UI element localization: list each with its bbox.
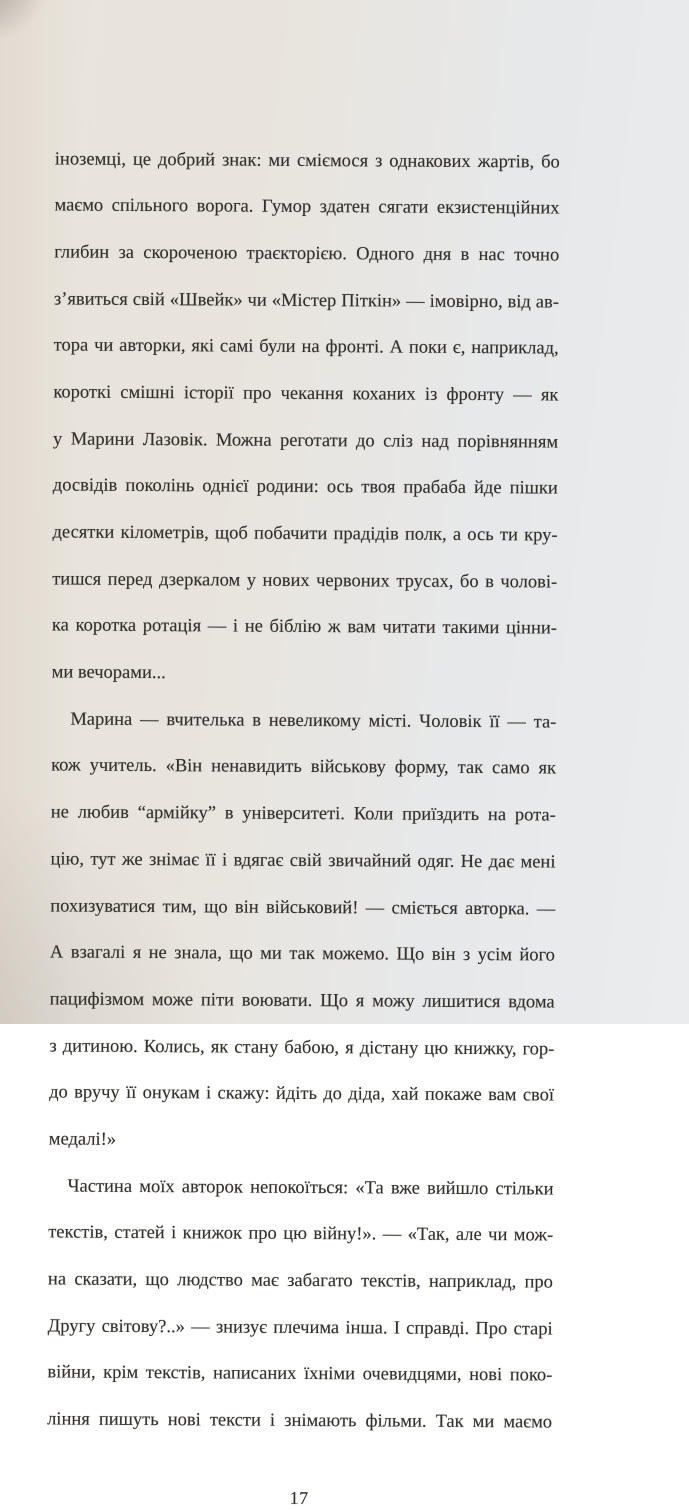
text-line: з дитиною. Колись, як стану бабою, я дістану цю книжку, гор- <box>49 1036 555 1060</box>
text-line: на сказати, що людство має забагато текстів, наприклад, про <box>47 1269 554 1293</box>
text-line: до вручу її онукам і скажу: йдіть до діда, хай покаже вам свої <box>49 1082 555 1106</box>
text-line: пацифізмом може піти воювати. Що я можу лишитися вдома <box>49 989 555 1013</box>
text-line: ка коротка ротація — і не біблію ж вам читати такими цінни- <box>51 615 558 639</box>
text-line: тора чи авторки, які самі були на фронті. А поки є, наприклад, <box>53 335 559 359</box>
text-line: Другу світову?..» — знизує плечима інша. І справді. Про старі <box>47 1316 553 1340</box>
text-line: А взагалі я не знала, що ми так можемо. Що він з усім його <box>49 942 556 966</box>
text-line: досвідів поколінь однієї родини: ось твоя прабаба йде пішки <box>52 475 558 499</box>
text-line: маємо спільного ворога. Гумор здатен сягати екзистенційних <box>54 195 560 219</box>
text-line: короткі смішні історії про чекання коханих із фронту — як <box>53 382 559 406</box>
text-line: ми вечорами... <box>51 662 166 684</box>
page-text-block <box>47 126 560 1510</box>
text-line: не любив “армійку” в університеті. Коли приїздить на рота- <box>50 802 556 826</box>
text-line: глибин за скороченою траєкторією. Одного дня в нас точно <box>54 242 560 266</box>
text-line: кож учитель. «Він ненавидить військову форму, так само як <box>51 755 557 779</box>
text-line: тишся перед дзеркалом у нових червоних трусах, бо в чолові- <box>52 569 558 593</box>
text-line: у Марини Лазовік. Можна реготати до сліз над порівнянням <box>53 429 559 453</box>
text-line: десятки кілометрів, щоб побачити прадідів полк, а ось ти кру- <box>52 522 558 546</box>
text-line: Марина — вчителька в невеликому місті. Чоловік її — та- <box>70 709 557 733</box>
text-line: іноземці, це добрий знак: ми сміємося з однакових жартів, бо <box>54 148 560 173</box>
text-line: цію, тут же знімає її і вдягає свій звичайний одяг. Не дає мені <box>50 849 556 873</box>
text-line: ління пишуть нові тексти і знімають фільми. Так ми маємо <box>47 1409 553 1433</box>
text-line: медалі!» <box>48 1129 117 1150</box>
page-number: 17 <box>289 1488 309 1509</box>
text-line: Частина моїх авторок непокоїться: «Та вже вийшло стільки <box>67 1176 554 1200</box>
text-line: з’явиться свій «Швейк» чи «Містер Піткін» — імовірно, від ав- <box>53 289 560 313</box>
text-line: текстів, статей і книжок про цю війну!». — «Так, але чи мож- <box>48 1222 554 1246</box>
text-line: війни, крім текстів, написаних їхніми очевидцями, нові поко- <box>47 1362 553 1386</box>
text-line: похизуватися тим, що він військовий! — сміється авторка. — <box>50 895 556 920</box>
